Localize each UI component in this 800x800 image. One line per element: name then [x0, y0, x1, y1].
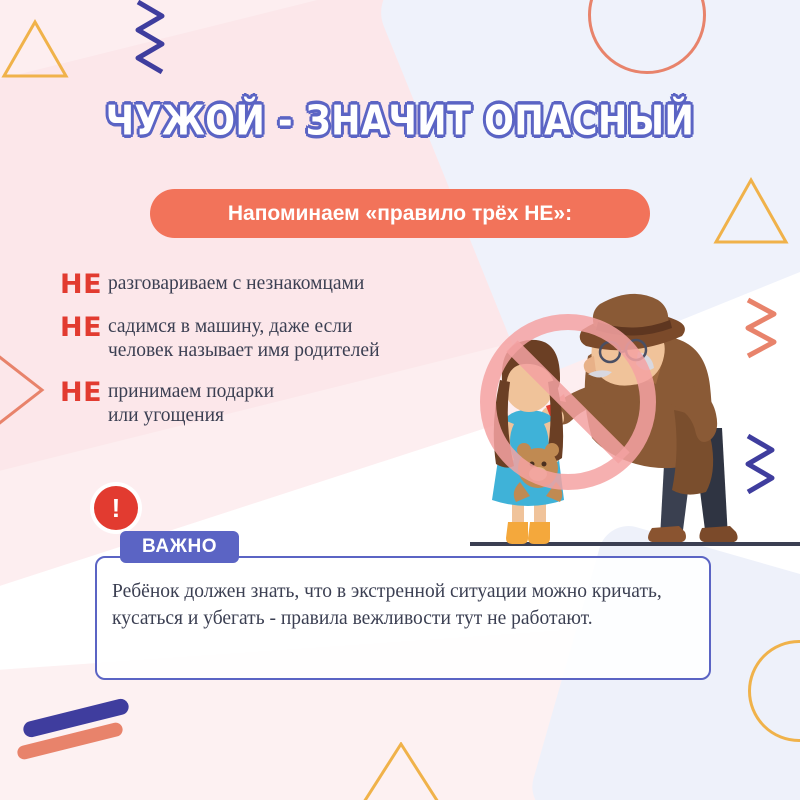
triangle-outline-icon	[712, 176, 790, 246]
rule-line-1: разговариваем с незнакомцами	[108, 273, 365, 294]
list-item	[60, 312, 530, 363]
rule-text	[108, 272, 364, 296]
rule-text	[108, 315, 380, 363]
triangle-outline-icon	[0, 18, 70, 80]
important-tag: ВАЖНО	[120, 531, 239, 563]
rule-line-1: принимаем подарки	[108, 381, 275, 402]
rule-line-1: садимся в машину, даже если	[108, 316, 353, 337]
triangle-outline-icon	[0, 330, 46, 450]
subtitle-text: Напоминаем «правило трёх НЕ»:	[227, 201, 573, 225]
rule-line-2: человек называет имя родителей	[108, 340, 380, 361]
list-item	[60, 377, 530, 428]
page-title: ЧУЖОЙ - ЗНАЧИТ ОПАСНЫЙ	[105, 98, 695, 146]
list-item	[60, 269, 530, 300]
subtitle-banner	[150, 189, 650, 238]
rules-list	[60, 269, 530, 445]
triangle-outline-icon	[360, 742, 442, 800]
rule-marker: НЕ	[60, 269, 103, 300]
rule-text	[108, 380, 274, 428]
rule-line-2: или угощения	[108, 405, 225, 426]
exclamation-icon: !	[94, 486, 138, 530]
important-text: Ребёнок должен знать, что в экстренной ситуации можно кричать, кусаться и убегать - правила вежливости тут не работают.	[112, 581, 662, 629]
rule-marker: НЕ	[60, 312, 103, 343]
rule-marker: НЕ	[60, 377, 103, 408]
zigzag-icon	[128, 0, 176, 84]
